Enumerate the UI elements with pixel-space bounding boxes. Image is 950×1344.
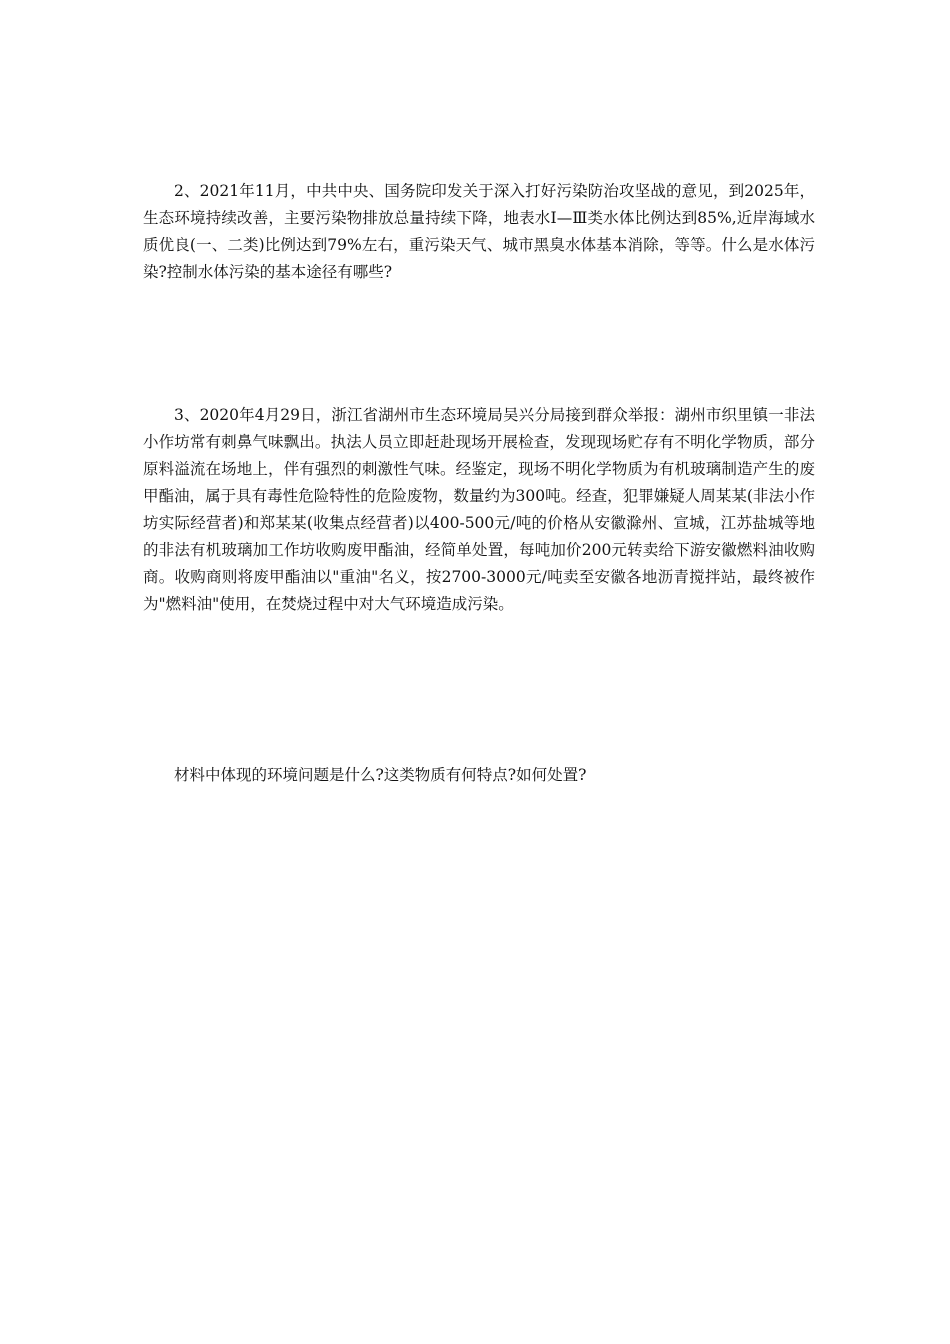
question-3-subquestion: 材料中体现的环境问题是什么?这类物质有何特点?如何处置? (174, 766, 587, 784)
question-2-text: 2、2021年11月，中共中央、国务院印发关于深入打好污染防治攻坚战的意见，到2025年，生态环境持续改善，主要污染物排放总量持续下降，地表水Ⅰ—Ⅲ类水体比例达到85%,近岸海域水质优良(一、二类)比例达到79%左右，重污染天气、城市黑臭水体基本消除，等等。什么是水体污染?控制水体污染的基本途径有哪些? (143, 182, 815, 281)
question-3-text: 3、2020年4月29日，浙江省湖州市生态环境局吴兴分局接到群众举报：湖州市织里镇一非法小作坊常有刺鼻气味飘出。执法人员立即赶赴现场开展检查，发现现场贮存有不明化学物质，部分原料溢流在场地上，伴有强烈的刺激性气味。经鉴定，现场不明化学物质为有机玻璃制造产生的废甲酯油，属于具有毒性危险特性的危险废物，数量约为300吨。经查，犯罪嫌疑人周某某(非法小作坊实际经营者)和郑某某(收集点经营者)以400-500元/吨的价格从安徽滁州、宣城，江苏盐城等地的非法有机玻璃加工作坊收购废甲酯油，经简单处置，每吨加价200元转卖给下游安徽燃料油收购商。收购商则将废甲酯油以"重油"名义，按2700-3000元/吨卖至安徽各地沥青搅拌站，最终被作为"燃料油"使用，在焚烧过程中对大气环境造成污染。 (143, 406, 815, 613)
